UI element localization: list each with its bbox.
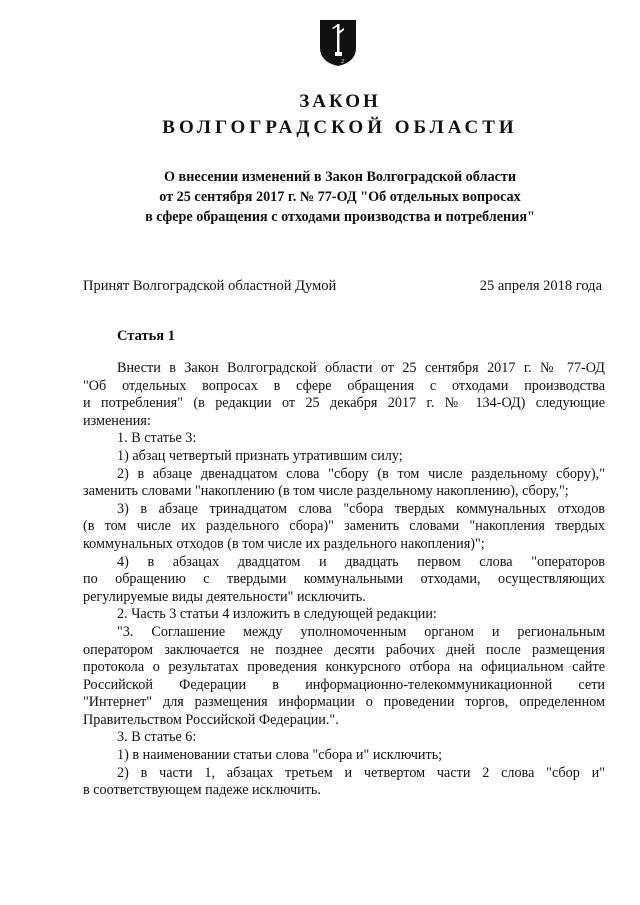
article-body bbox=[83, 360, 605, 800]
item-2-quote bbox=[83, 624, 605, 730]
text-line: 3) в абзаце тринадцатом слова "сбора твердых коммунальных отходов bbox=[117, 500, 605, 517]
item-1-3 bbox=[83, 501, 605, 554]
text-line: (в том числе их раздельного сбора)" заменить словами "накопления твердых bbox=[83, 518, 605, 535]
item-2-heading: 2. Часть 3 статьи 4 изложить в следующей редакции: bbox=[117, 606, 437, 623]
coat-of-arms-icon bbox=[318, 18, 358, 68]
item-3-2 bbox=[83, 765, 605, 800]
item-1-4 bbox=[83, 554, 605, 607]
text-line: оператором заключается не позднее десяти рабочих дней после размещения bbox=[83, 641, 605, 658]
document-title-line2: ВОЛГОГРАДСКОЙ ОБЛАСТИ bbox=[162, 117, 518, 138]
text-line: 4) в абзацах двадцатом и двадцать первом слова "операторов bbox=[117, 553, 605, 570]
item-3-heading: 3. В статье 6: bbox=[117, 729, 197, 746]
adoption-date: 25 апреля 2018 года bbox=[479, 278, 602, 294]
text-line: "Интернет" для размещения информации о проведении торгов, определенном bbox=[83, 694, 605, 711]
text-line: и потребления" (в редакции от 25 декабря 2017 г. № 134-ОД) следующие bbox=[83, 395, 605, 412]
item-1-heading: 1. В статье 3: bbox=[117, 430, 197, 447]
text-line: коммунальных отходов (в том числе их раздельного накопления)"; bbox=[83, 535, 485, 552]
subtitle-line: от 25 сентября 2017 г. № 77-ОД "Об отдельных вопросах bbox=[159, 189, 521, 205]
text-line: Правительством Российской Федерации.". bbox=[83, 711, 339, 728]
text-line: "3. Соглашение между уполномоченным органом и региональным bbox=[117, 623, 605, 640]
item-1-2 bbox=[83, 466, 605, 501]
text-line: Российской Федерации в информационно-телекоммуникационной сети bbox=[83, 676, 605, 693]
article-heading: Статья 1 bbox=[117, 328, 175, 344]
intro-paragraph bbox=[83, 360, 605, 430]
document-title-line1: ЗАКОН bbox=[299, 91, 381, 112]
text-line: регулируемые виды деятельности" исключить. bbox=[83, 588, 366, 605]
text-line: 2) в части 1, абзацах третьем и четвертом части 2 слова "сбор и" bbox=[117, 764, 605, 781]
subtitle-line: О внесении изменений в Закон Волгоградской области bbox=[163, 169, 517, 185]
adopted-by: Принят Волгоградской областной Думой bbox=[83, 278, 337, 294]
text-line: в соответствующем падеже исключить. bbox=[83, 782, 321, 799]
document-subtitle bbox=[110, 167, 570, 227]
text-line: Внести в Закон Волгоградской области от 25 сентября 2017 г. № 77-ОД bbox=[117, 360, 605, 376]
text-line: 2) в абзаце двенадцатом слова "сбору (в том числе раздельному сбору)," bbox=[117, 465, 605, 482]
text-line: изменения: bbox=[83, 412, 151, 429]
text-line: заменить словами "накоплению (в том числе раздельному накоплению), сбору,"; bbox=[83, 483, 569, 500]
item-3-1: 1) в наименовании статьи слова "сбора и" исключить; bbox=[117, 747, 443, 764]
subtitle-line: в сфере обращения с отходами производства и потребления" bbox=[145, 209, 535, 225]
text-line: протокола о результатах проведения конкурсного отбора на официальном сайте bbox=[83, 659, 605, 676]
item-1-1: 1) абзац четвертый признать утратившим силу; bbox=[117, 447, 403, 464]
text-line: "Об отдельных вопросах в сфере обращения с отходами производства bbox=[83, 377, 605, 394]
svg-text:2: 2 bbox=[341, 59, 344, 65]
text-line: по обращению с твердыми коммунальными отходами, осуществляющих bbox=[83, 571, 605, 588]
